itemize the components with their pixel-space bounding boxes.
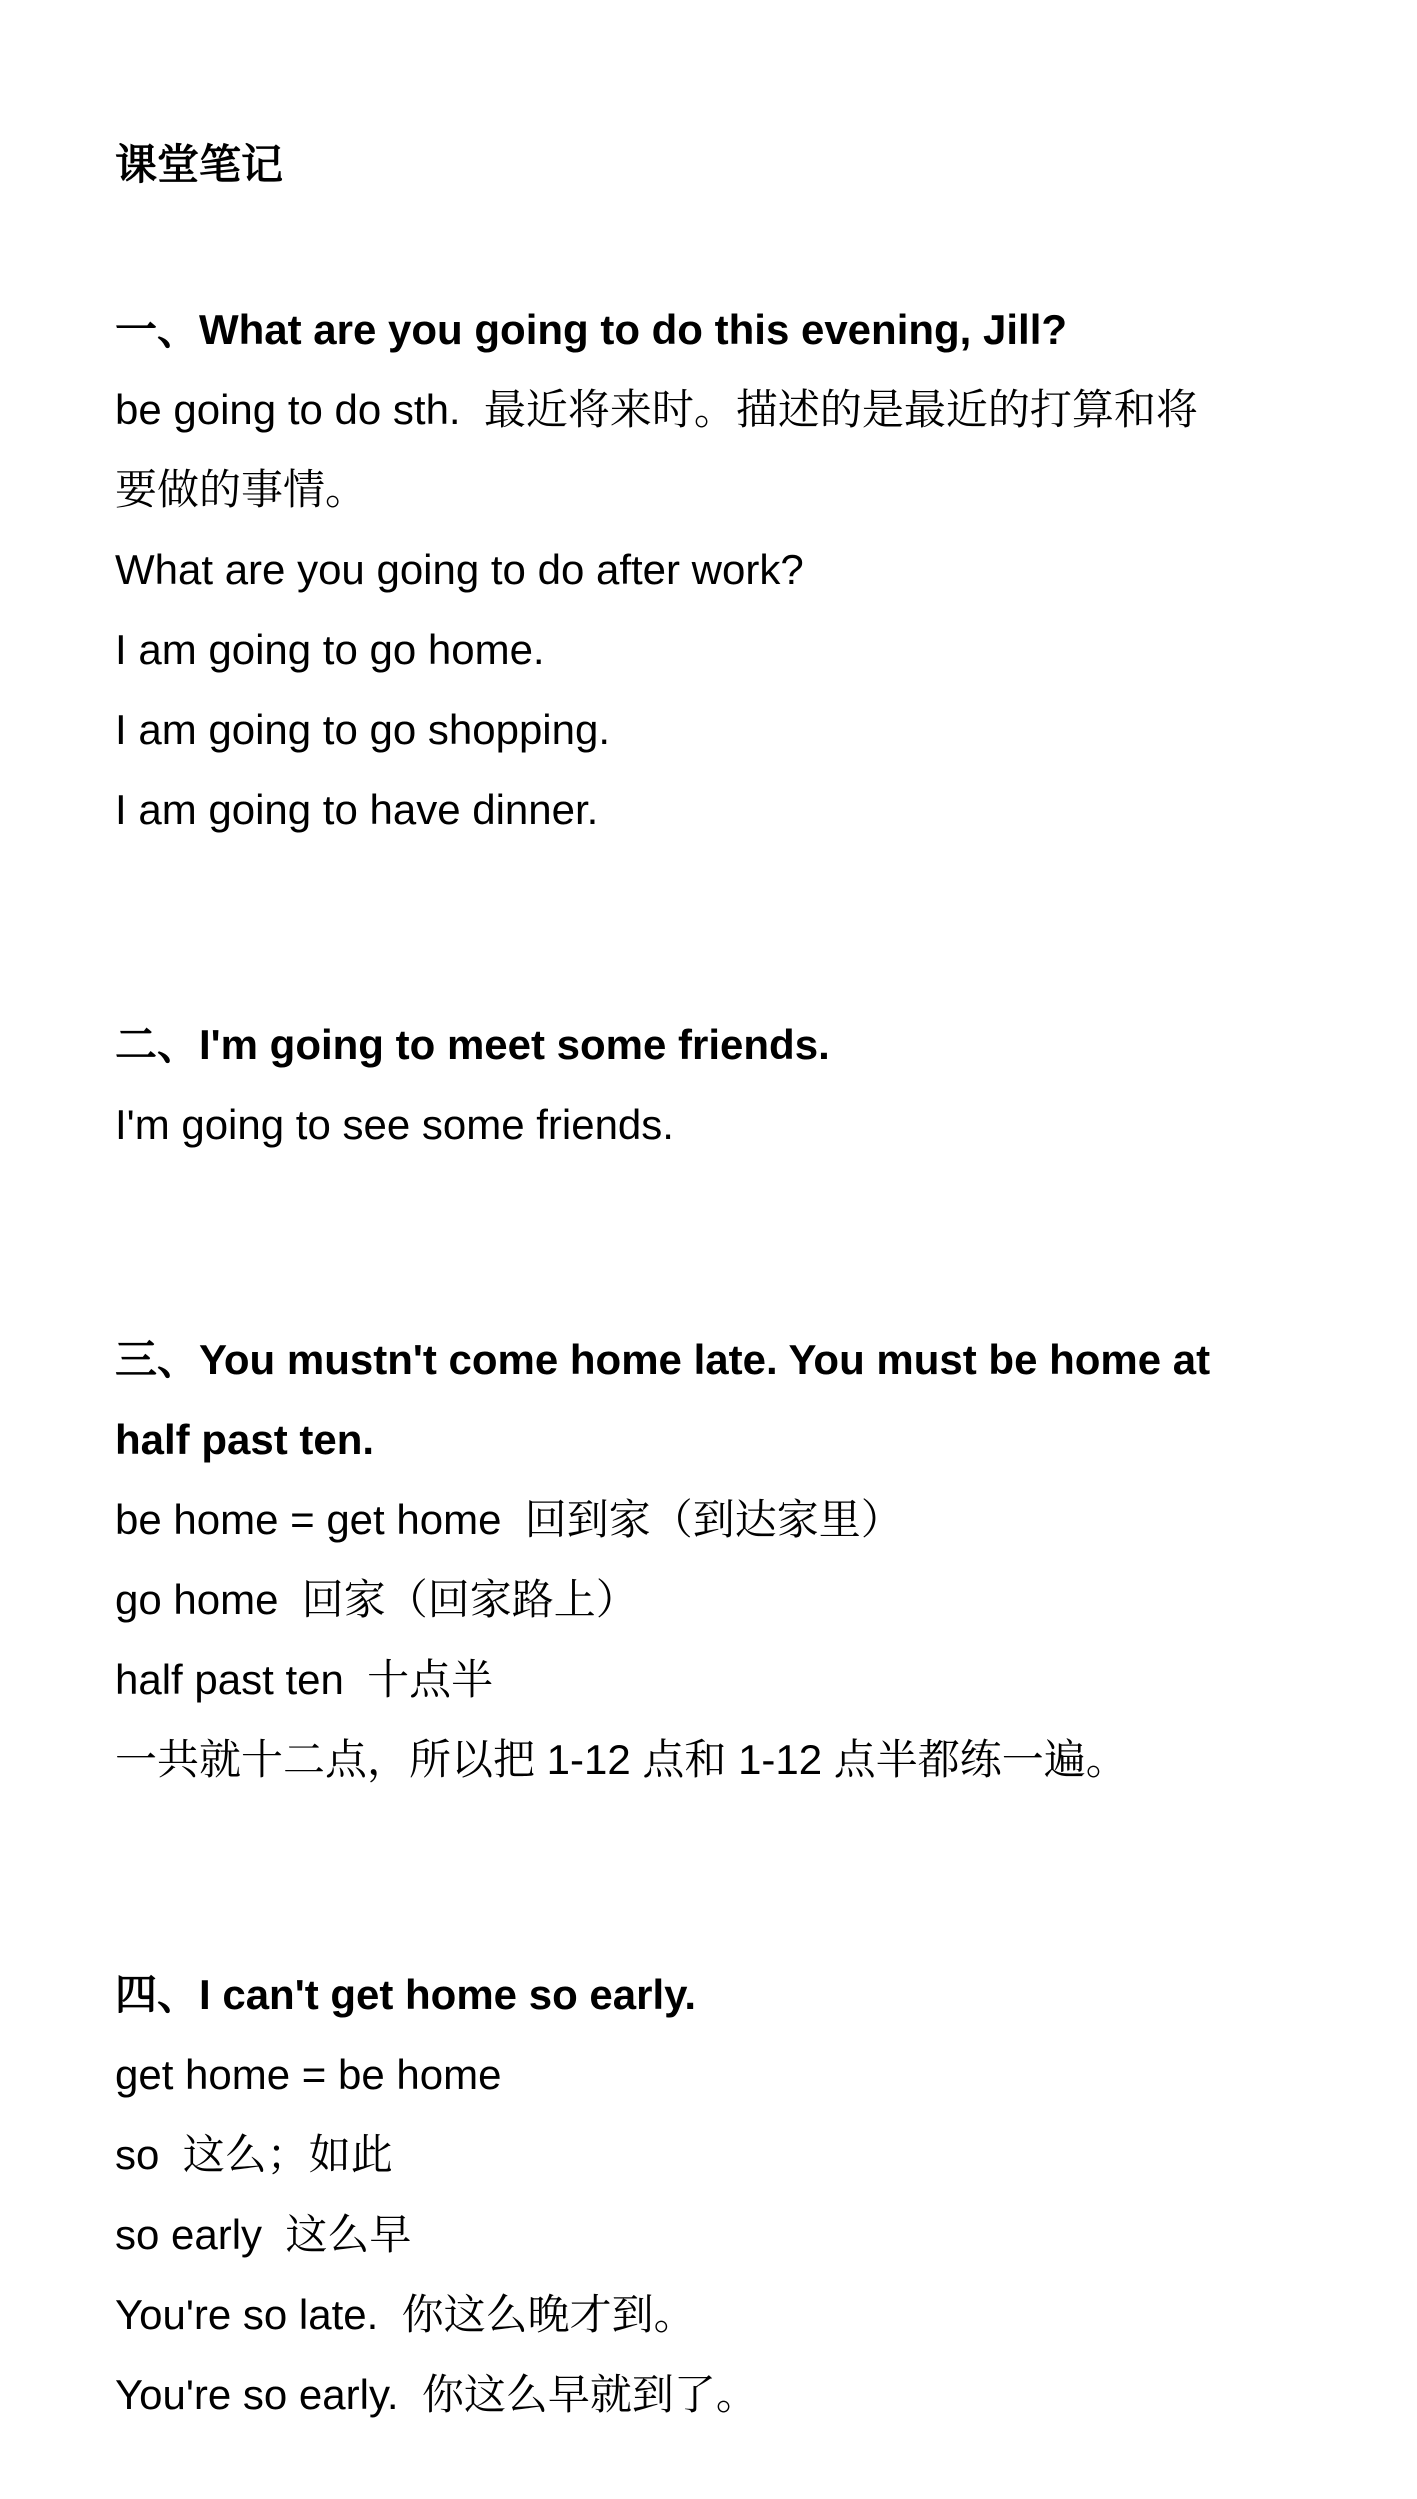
note-line: go home 回家（回家路上） [115, 1576, 638, 1623]
note-line: I am going to go home. [115, 626, 545, 673]
sections-container [115, 290, 1307, 2435]
note-line: I am going to have dinner. [115, 786, 599, 833]
note-line: get home = be home [115, 2051, 502, 2098]
note-line: I am going to go shopping. [115, 706, 611, 753]
note-section [115, 1005, 1307, 1165]
note-section [115, 1955, 1307, 2435]
note-line: so early 这么早 [115, 2211, 412, 2258]
section-heading-line: 一、What are you going to do this evening, Jill? [115, 306, 1068, 353]
note-section [115, 290, 1307, 850]
note-section [115, 1320, 1307, 1800]
note-line: 一共就十二点，所以把 1-12 点和 1-12 点半都练一遍。 [115, 1736, 1128, 1783]
section-heading-line: 四、I can't get home so early. [115, 1971, 697, 2018]
section-heading-line: 二、I'm going to meet some friends. [115, 1021, 830, 1068]
note-line: be going to do sth. 最近将来时。描述的是最近的打算和将 [115, 386, 1198, 433]
note-line: half past ten 十点半 [115, 1656, 494, 1703]
note-line: You're so late. 你这么晚才到。 [115, 2291, 696, 2338]
note-line: be home = get home 回到家（到达家里） [115, 1496, 903, 1543]
page-title: 课堂笔记 [115, 141, 284, 188]
note-line: What are you going to do after work? [115, 546, 804, 593]
note-line: You're so early. 你这么早就到了。 [115, 2371, 758, 2418]
section-heading-line: half past ten. [115, 1416, 375, 1463]
note-line: I'm going to see some friends. [115, 1101, 674, 1148]
note-line: so 这么；如此 [115, 2131, 393, 2178]
section-heading-line: 三、You mustn't come home late. You must be home at [115, 1336, 1211, 1383]
note-line: 要做的事情。 [115, 466, 368, 513]
